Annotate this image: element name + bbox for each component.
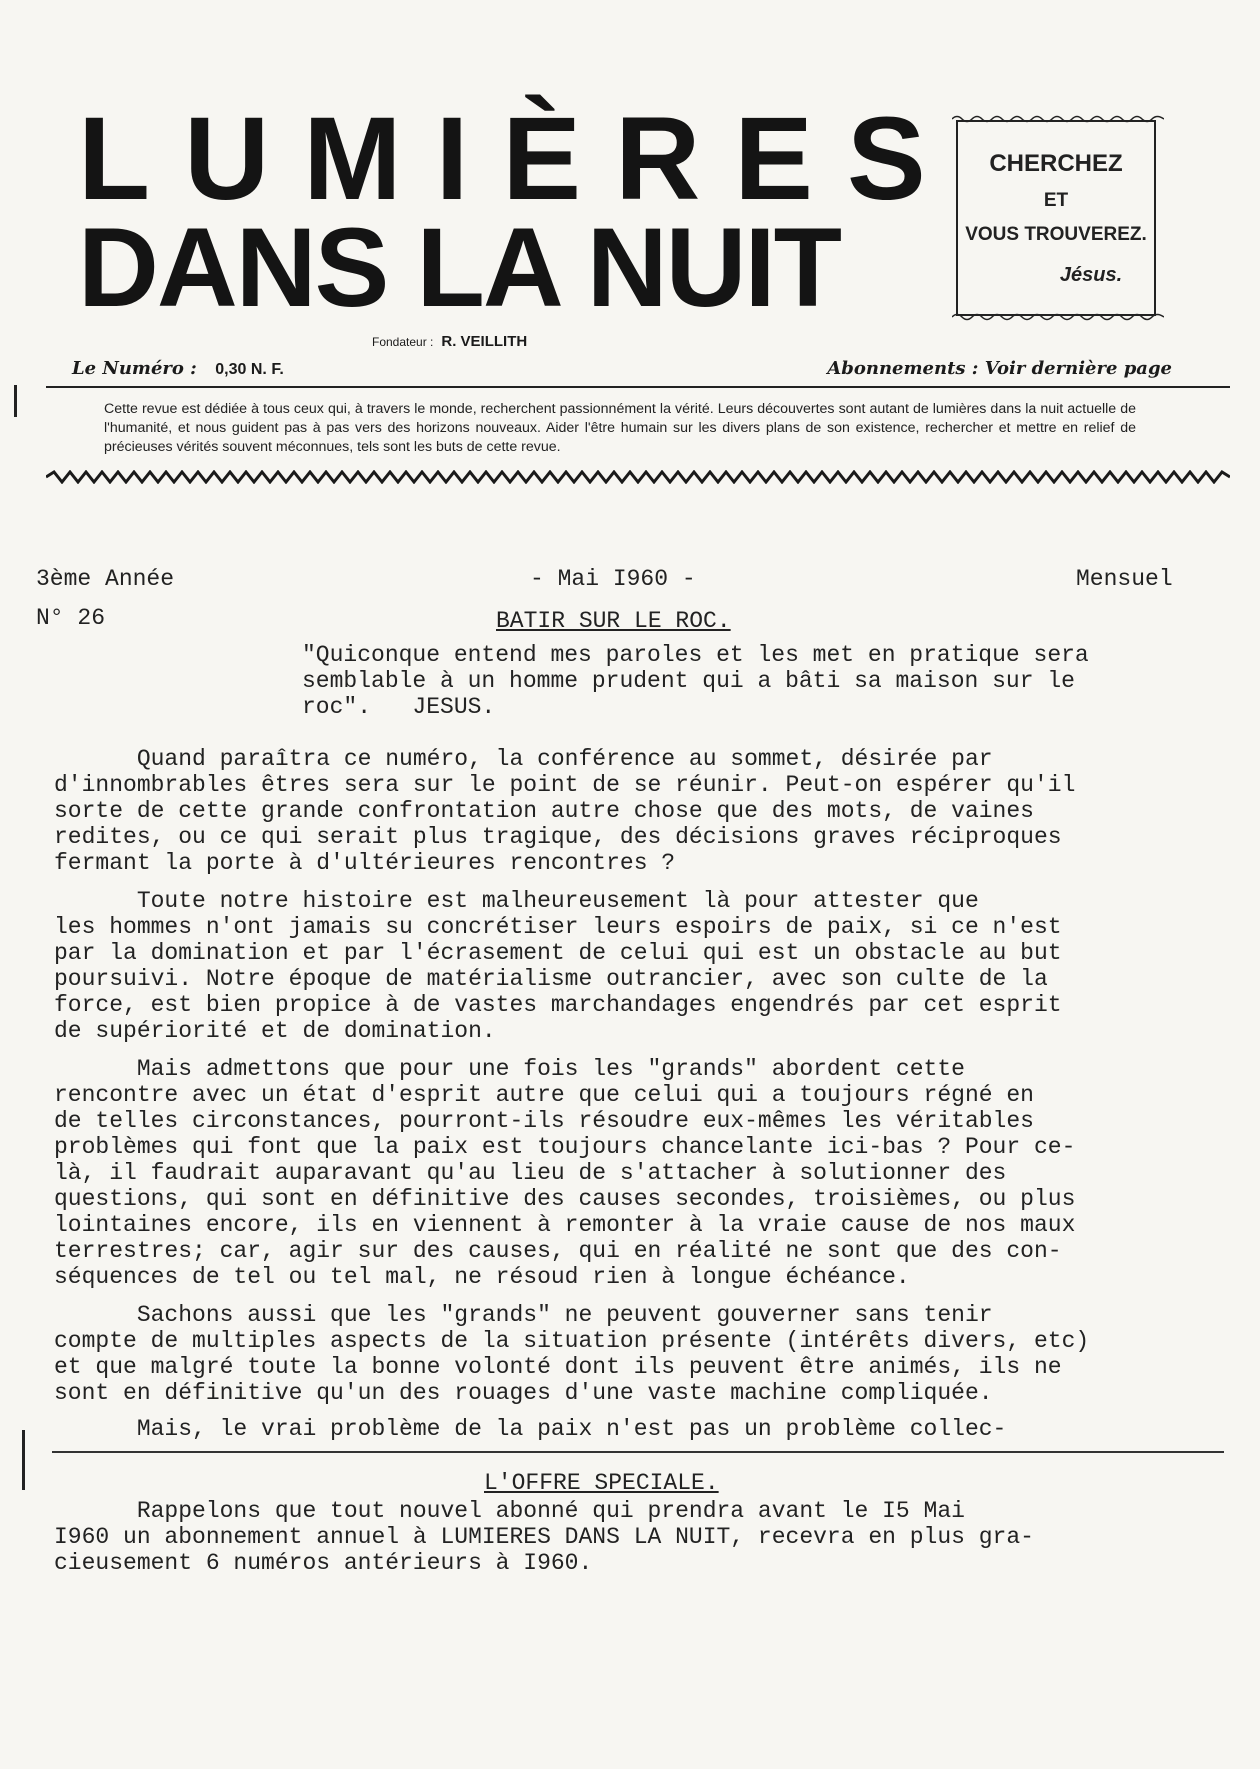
body-line: là, il faudrait auparavant qu'au lieu de s'attacher à solutionner des (54, 1160, 1007, 1186)
body-line: terrestres; car, agir sur des causes, qui en réalité ne sont que des con- (54, 1238, 1062, 1264)
issue-price-label: Le Numéro : (72, 358, 197, 379)
body-line: séquences de tel ou tel mal, ne résoud rien à longue échéance. (54, 1264, 910, 1290)
body-line: sorte de cette grande confrontation autre chose que des mots, de vaines (54, 798, 1034, 824)
epigraph-line: roc". JESUS. (302, 694, 496, 720)
subscriptions-note: Abonnements : Voir dernière page (827, 358, 1172, 379)
issue-number: N° 26 (36, 605, 106, 631)
founder-label: Fondateur : (372, 335, 434, 349)
body-line: et que malgré toute la bonne volonté dont ils peuvent être animés, ils ne (54, 1354, 1062, 1380)
body-line: par la domination et par l'écrasement de celui qui est un obstacle au but (54, 940, 1062, 966)
issue-date: - Mai I960 - (530, 566, 696, 592)
body-line: d'innombrables êtres sera sur le point de se réunir. Peut-on espérer qu'il (54, 772, 1076, 798)
margin-mark (22, 1430, 25, 1490)
motto-line2: ET (1043, 190, 1069, 211)
offer-line: cieusement 6 numéros antérieurs à I960. (54, 1550, 593, 1576)
issue-frequency: Mensuel (1076, 566, 1173, 592)
body-line: problèmes qui font que la paix est toujours chancelante ici-bas ? Pour ce- (54, 1134, 1076, 1160)
body-line: questions, qui sont en définitive des causes secondes, troisièmes, ou plus (54, 1186, 1076, 1212)
body-line: lointaines encore, ils en viennent à remonter à la vraie cause de nos maux (54, 1212, 1076, 1238)
body-line: force, est bien propice à de vastes marchandages engendrés par cet esprit (54, 992, 1062, 1018)
motto-box (956, 120, 1156, 316)
founder-line (372, 333, 527, 350)
offer-line: Rappelons que tout nouvel abonné qui prendra avant le I5 Mai (54, 1498, 965, 1524)
founder-name: R. VEILLITH (441, 333, 528, 350)
body-line: Mais, le vrai problème de la paix n'est pas un problème collec- (54, 1416, 1007, 1442)
body-line: Toute notre histoire est malheureusement là pour attester que (54, 888, 979, 914)
issue-year: 3ème Année (36, 566, 175, 592)
body-line: de telles circonstances, pourront-ils résoudre eux-mêmes les véritables (54, 1108, 1034, 1134)
wavy-border-bottom (952, 312, 1164, 322)
masthead-title-line2: DANS LA NUIT (78, 205, 841, 330)
body-line: les hommes n'ont jamais su concrétiser leurs espoirs de paix, si ce n'est (54, 914, 1062, 940)
section-divider (52, 1451, 1224, 1453)
masthead-title-line1: LUMIÈRES (78, 93, 960, 225)
article-title: BATIR SUR LE ROC. (496, 608, 731, 634)
body-line: fermant la porte à d'ultérieures rencontres ? (54, 850, 676, 876)
epigraph-line: semblable à un homme prudent qui a bâti sa maison sur le (302, 668, 1075, 694)
body-line: poursuivi. Notre époque de matérialisme outrancier, avec son culte de la (54, 966, 1048, 992)
motto-line1: CHERCHEZ (989, 150, 1123, 177)
header-rule (46, 386, 1230, 388)
body-line: Mais admettons que pour une fois les "grands" abordent cette (54, 1056, 965, 1082)
body-line: rencontre avec un état d'esprit autre que celui qui a toujours régné en (54, 1082, 1034, 1108)
zigzag-divider (46, 470, 1230, 484)
body-line: sont en définitive qu'un des rouages d'une vaste machine compliquée. (54, 1380, 993, 1406)
body-line: de supériorité et de domination. (54, 1018, 496, 1044)
motto-attribution: Jésus. (1059, 264, 1123, 286)
body-line: redites, ou ce qui serait plus tragique, des décisions graves réciproques (54, 824, 1062, 850)
price-row (72, 358, 1172, 379)
margin-mark (14, 385, 17, 417)
epigraph-line: "Quiconque entend mes paroles et les met en pratique sera (302, 642, 1089, 668)
offer-title: L'OFFRE SPECIALE. (484, 1470, 719, 1496)
dedication-text: Cette revue est dédiée à tous ceux qui, à travers le monde, recherchent passionnément la vérité. Leurs découvertes sont autant de lumières dans la nuit actuelle de l'humanité, et nous guident pas à pas vers des horizons nouveaux. Aider l'être humain sur les divers plans de son existence, rechercher et mettre en relief de précieuses vérités souvent méconnues, tels sont les buts de cette revue. (104, 401, 1136, 455)
issue-price: 0,30 N. F. (215, 361, 284, 378)
body-line: Quand paraîtra ce numéro, la conférence au sommet, désirée par (54, 746, 993, 772)
body-line: Sachons aussi que les "grands" ne peuvent gouverner sans tenir (54, 1302, 993, 1328)
offer-line: I960 un abonnement annuel à LUMIERES DANS LA NUIT, recevra en plus gra- (54, 1524, 1034, 1550)
motto-line3: VOUS TROUVEREZ. (965, 224, 1147, 245)
body-line: compte de multiples aspects de la situation présente (intérêts divers, etc) (54, 1328, 1090, 1354)
wavy-border-top (952, 114, 1164, 124)
